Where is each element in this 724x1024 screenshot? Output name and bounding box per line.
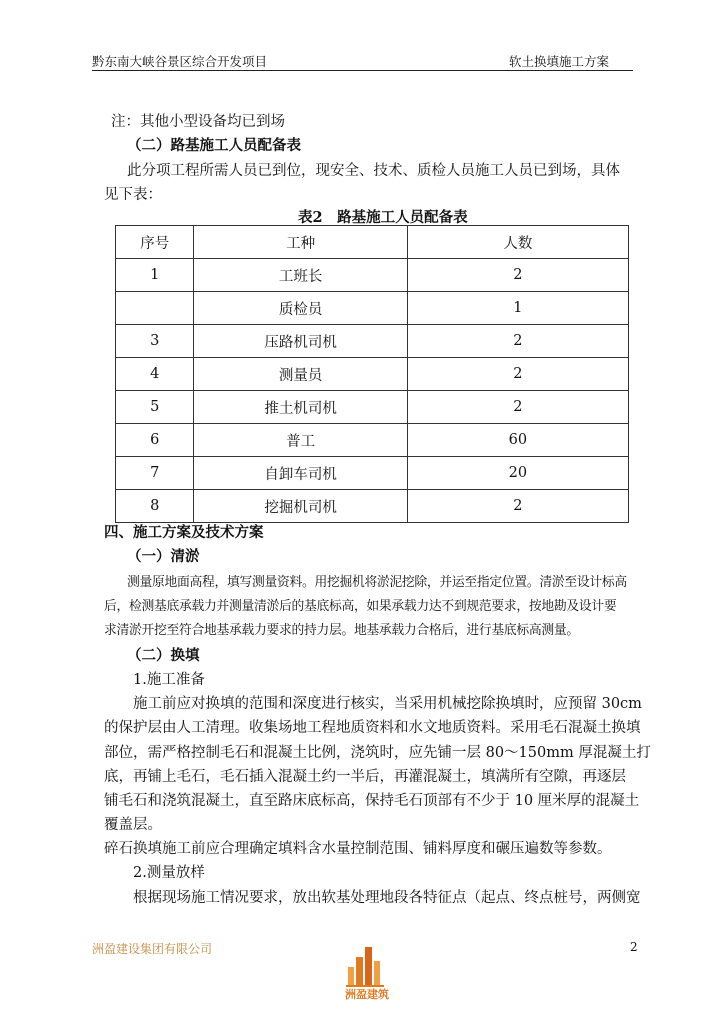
table-cell: 7 [116, 457, 194, 490]
note-line: 注：其他小型设备均已到场 [111, 114, 285, 130]
paragraph-line: 部位，需严格控制毛石和混凝土比例，浇筑时，应先铺一层 80～150mm 厚混凝土打 [104, 745, 651, 761]
paragraph-line: 测量原地面高程，填写测量资料。用挖掘机将淤泥挖除，并运至指定位置。清淤至设计标高 [127, 575, 627, 590]
table-cell: 普工 [194, 424, 407, 457]
table-header-cell: 序号 [116, 226, 194, 259]
paragraph-line: 的保护层由人工清理。收集场地工程地质资料和水文地质资料。采用毛石混凝土换填 [104, 720, 641, 736]
table-cell: 2 [407, 259, 628, 292]
table-cell: 2 [407, 490, 628, 523]
paragraph-line: 此分项工程所需人员已到位，现安全、技术、质检人员施工人员已到场，具体 [127, 163, 620, 179]
paragraph-line: 施工前应对换填的范围和深度进行核实，当采用机械挖除换填时，应预留 30cm [133, 696, 642, 712]
table-row [116, 292, 629, 325]
paragraph-line: 见下表： [104, 187, 162, 203]
table-cell: 工班长 [194, 259, 407, 292]
table-caption: 表2 路基施工人员配备表 [298, 209, 468, 226]
paragraph-line: 铺毛石和浇筑混凝土，直至路床底标高，保持毛石顶部有不少于 10 厘米厚的混凝土 [104, 793, 640, 809]
table-cell: 8 [116, 490, 194, 523]
header-project-title: 黔东南大峡谷景区综合开发项目 [92, 54, 268, 69]
table-cell: 自卸车司机 [194, 457, 407, 490]
table-header-cell: 工种 [194, 226, 407, 259]
table-cell: 5 [116, 391, 194, 424]
paragraph-line: 覆盖层。 [104, 817, 162, 833]
table-header-row [116, 226, 629, 259]
table-cell: 1 [407, 292, 628, 325]
table-cell: 质检员 [194, 292, 407, 325]
page-number: 2 [630, 940, 638, 954]
paragraph-line: 求清淤开挖至符合地基承载力要求的持力层。地基承载力合格后，进行基底标高测量。 [104, 623, 579, 638]
table-cell: 挖掘机司机 [194, 490, 407, 523]
table-row [116, 457, 629, 490]
paragraph-line: 底，再铺上毛石，毛石插入混凝土约一半后，再灌混凝土，填满所有空隙，再逐层 [104, 769, 626, 785]
table-cell [116, 292, 194, 325]
table-row [116, 358, 629, 391]
subsection-heading-fill: （二）换填 [127, 647, 200, 664]
step-heading: 2.测量放样 [133, 865, 205, 881]
paragraph-line: 后，检测基底承载力并测量清淤后的基底标高，如果承载力达不到规范要求，按地勘及设计要 [104, 599, 617, 614]
header-doc-title: 软土换填施工方案 [508, 54, 609, 69]
table-cell: 2 [407, 358, 628, 391]
table-row [116, 490, 629, 523]
table-row [116, 391, 629, 424]
footer-company: 洲盈建设集团有限公司 [92, 942, 213, 956]
page-header [92, 52, 633, 71]
table-cell: 20 [407, 457, 628, 490]
table-cell: 测量员 [194, 358, 407, 391]
table-cell: 2 [407, 391, 628, 424]
table-row [116, 424, 629, 457]
table-cell: 6 [116, 424, 194, 457]
table-cell: 推土机司机 [194, 391, 407, 424]
section-heading-4: 四、施工方案及技术方案 [104, 524, 264, 541]
logo-text: 洲盈建筑 [345, 988, 389, 1001]
table-cell: 4 [116, 358, 194, 391]
paragraph-line: 根据现场施工情况要求，放出软基处理地段各特征点（起点、终点桩号，两侧宽 [133, 890, 641, 906]
subsection-heading-clear: （一）清淤 [127, 548, 200, 565]
table-cell: 2 [407, 325, 628, 358]
section-heading-staff: （二）路基施工人员配备表 [127, 137, 301, 154]
step-heading: 1.施工准备 [133, 672, 205, 688]
table-header-cell: 人数 [407, 226, 628, 259]
table-cell: 3 [116, 325, 194, 358]
table-cell: 压路机司机 [194, 325, 407, 358]
table-cell: 60 [407, 424, 628, 457]
table-row [116, 259, 629, 292]
paragraph-line: 碎石换填施工前应合理确定填料含水量控制范围、铺料厚度和碾压遍数等参数。 [104, 841, 612, 857]
table-row [116, 325, 629, 358]
staff-table [115, 225, 629, 523]
table-cell: 1 [116, 259, 194, 292]
